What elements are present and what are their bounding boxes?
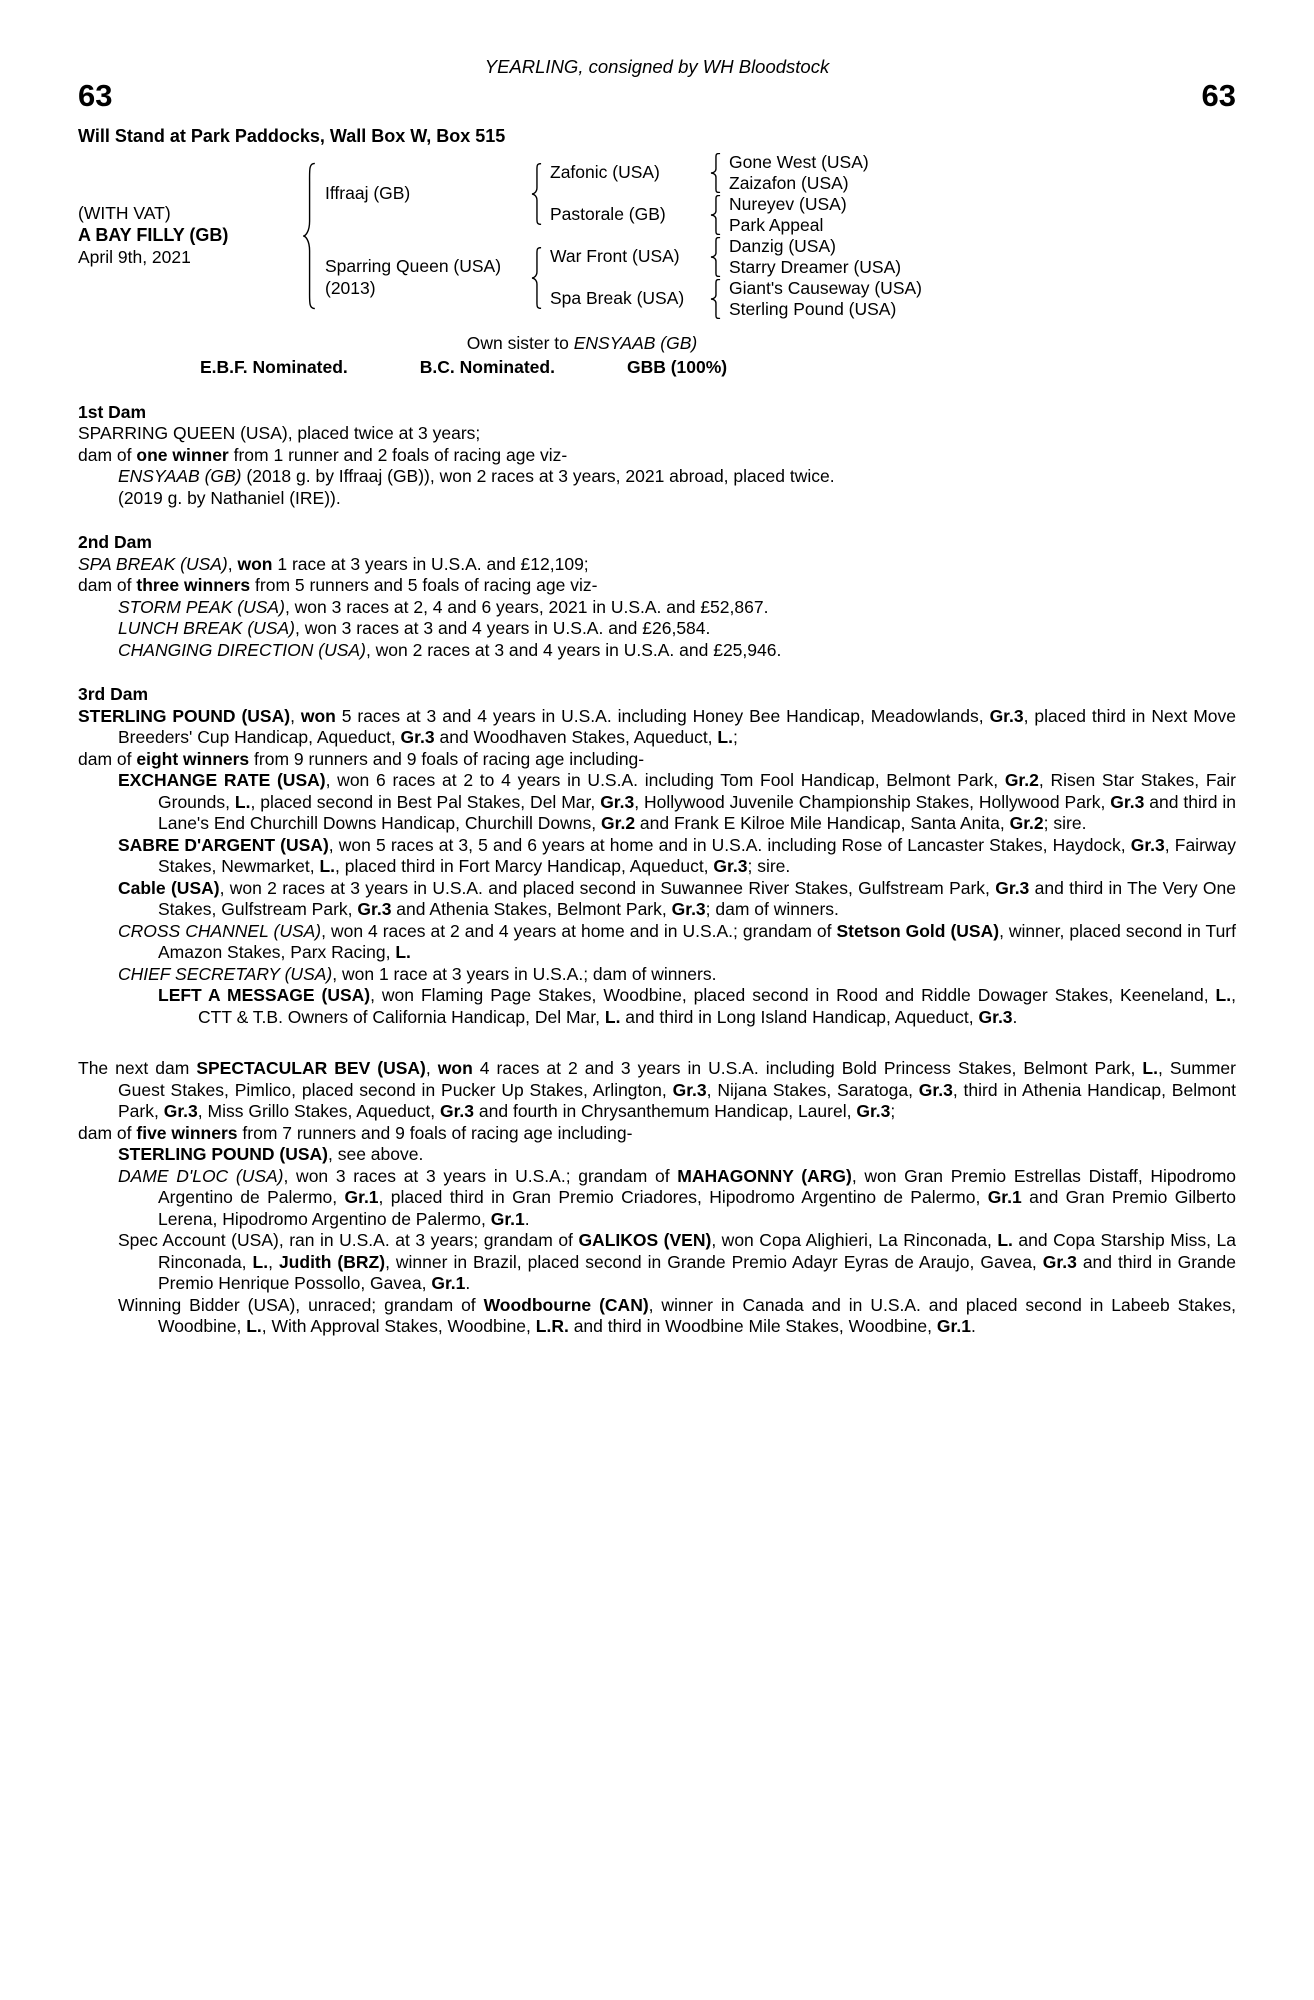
own-sister-line: Own sister to ENSYAAB (GB) bbox=[466, 332, 698, 353]
sire-dam-name: Pastorale (GB) bbox=[550, 203, 666, 224]
sire-dam-branch bbox=[542, 194, 869, 236]
dam-dam-name: Spa Break (USA) bbox=[550, 287, 685, 308]
pedigree-tree bbox=[78, 152, 1236, 320]
sire-sire-branch bbox=[542, 152, 869, 194]
dam-sire-parents bbox=[721, 236, 901, 278]
nominations-line bbox=[200, 357, 1236, 379]
section-heading-3rd-dam: 3rd Dam bbox=[78, 684, 149, 705]
horse-details bbox=[78, 203, 302, 269]
dam-dam-parents bbox=[721, 278, 922, 320]
catalogue-paragraph: STERLING POUND (USA), won 5 races at 3 and 4 years in U.S.A. including Honey Bee Handicap, Meadowlands, Gr.3, placed third in Next Move Breeders' Cup Handicap, Aqueduct, Gr.3 and Woodhaven Stakes, Aqueduct, L.; bbox=[78, 705, 1236, 748]
catalogue-paragraph: The next dam SPECTACULAR BEV (USA), won 4 races at 2 and 3 years in U.S.A. including Bold Princess Stakes, Belmont Park, L., Summer Guest Stakes, Pimlico, placed second in Pucker Up Stakes, Arlington, Gr.3, Nijana Stakes, Saratoga, Gr.3, third in Athenia Handicap, Belmont Park, Gr.3, Miss Grillo Stakes, Aqueduct, Gr.3 and fourth in Chrysanthemum Handicap, Laurel, Gr.3; bbox=[78, 1058, 1237, 1122]
pedigree-brace-icon bbox=[710, 153, 721, 193]
lot-number-row bbox=[78, 77, 1236, 113]
dam-branch bbox=[316, 236, 922, 320]
pedigree-brace-icon bbox=[710, 195, 721, 235]
lot-number-left: 63 bbox=[78, 77, 113, 113]
catalogue-paragraph: CHIEF SECRETARY (USA), won 1 race at 3 years in U.S.A.; dam of winners. bbox=[118, 963, 717, 984]
catalogue-paragraph: STORM PEAK (USA), won 3 races at 2, 4 and 6 years, 2021 in U.S.A. and £52,867. bbox=[118, 596, 769, 617]
catalogue-paragraph: EXCHANGE RATE (USA), won 6 races at 2 to 4 years in U.S.A. including Tom Fool Handicap, Belmont Park, Gr.2, Risen Star Stakes, Fair Grounds, L., placed second in Best Pal Stakes, Del Mar, Gr.3, Hollywood Juvenile Championship Stakes, Hollywood Park, Gr.3 and third in Lane's End Churchill Downs Handicap, Churchill Downs, Gr.2 and Frank E Kilroe Mile Handicap, Santa Anita, Gr.2; sire. bbox=[118, 770, 1236, 834]
sire-dam-sire-name: Nureyev (USA) bbox=[729, 193, 847, 214]
sire-sire-sire-name: Gone West (USA) bbox=[729, 151, 869, 172]
section-1st-dam bbox=[78, 402, 1236, 510]
section-3rd-dam bbox=[78, 684, 1236, 1028]
catalogue-paragraph: dam of eight winners from 9 runners and 9 foals of racing age including- bbox=[78, 748, 645, 769]
dam-name-line2: (2013) bbox=[325, 277, 376, 298]
consignor-line: YEARLING, consigned by WH Bloodstock bbox=[484, 56, 830, 77]
horse-name: A BAY FILLY (GB) bbox=[78, 225, 229, 246]
dam-sire-sire-name: Danzig (USA) bbox=[729, 235, 836, 256]
foal-date: April 9th, 2021 bbox=[78, 246, 191, 267]
gbb-label: GBB (100%) bbox=[626, 357, 728, 378]
catalogue-paragraph: STERLING POUND (USA), see above. bbox=[118, 1144, 424, 1165]
catalogue-paragraph: SPARRING QUEEN (USA), placed twice at 3 years; bbox=[78, 423, 481, 444]
section-next-dam bbox=[78, 1058, 1236, 1338]
section-heading-2nd-dam: 2nd Dam bbox=[78, 532, 152, 553]
catalogue-paragraph: (2019 g. by Nathaniel (IRE)). bbox=[118, 487, 341, 508]
bc-nominated-label: B.C. Nominated. bbox=[419, 357, 555, 378]
catalogue-paragraph: LUNCH BREAK (USA), won 3 races at 3 and 4 years in U.S.A. and £26,584. bbox=[118, 618, 711, 639]
pedigree-generation-1 bbox=[316, 152, 922, 320]
catalogue-paragraph: LEFT A MESSAGE (USA), won Flaming Page Stakes, Woodbine, placed second in Rood and Riddle Dowager Stakes, Keeneland, L., CTT & T.B. Owners of California Handicap, Del Mar, L. and third in Long Island Handicap, Aqueduct, Gr.3. bbox=[158, 985, 1236, 1027]
catalogue-paragraph: Winning Bidder (USA), unraced; grandam of Woodbourne (CAN), winner in Canada and in U.S.A. and placed second in Labeeb Stakes, Woodbine, L., With Approval Stakes, Woodbine, L.R. and third in Woodbine Mile Stakes, Woodbine, Gr.1. bbox=[118, 1294, 1236, 1337]
dam-dam-sire-name: Giant's Causeway (USA) bbox=[729, 277, 922, 298]
sire-grandparents bbox=[542, 152, 869, 236]
sire-branch bbox=[316, 152, 922, 236]
catalogue-paragraph: dam of one winner from 1 runner and 2 foals of racing age viz- bbox=[78, 444, 568, 465]
catalogue-paragraph: SABRE D'ARGENT (USA), won 5 races at 3, 5 and 6 years at home and in U.S.A. including Rose of Lancaster Stakes, Haydock, Gr.3, Fairway Stakes, Newmarket, L., placed third in Fort Marcy Handicap, Aqueduct, Gr.3; sire. bbox=[118, 834, 1237, 877]
dam-sire-branch bbox=[542, 236, 922, 278]
catalogue-paragraph: SPA BREAK (USA), won 1 race at 3 years in U.S.A. and £12,109; bbox=[78, 553, 589, 574]
catalogue-paragraph: dam of five winners from 7 runners and 9 foals of racing age including- bbox=[78, 1122, 633, 1143]
dam-name-line1: Sparring Queen (USA) bbox=[325, 256, 502, 277]
dam-sire-dam-name: Starry Dreamer (USA) bbox=[729, 256, 902, 277]
pedigree-brace-icon bbox=[531, 247, 542, 309]
catalogue-paragraph: Cable (USA), won 2 races at 3 years in U.S.A. and placed second in Suwannee River Stakes, Gulfstream Park, Gr.3 and third in The Very One Stakes, Gulfstream Park, Gr.3 and Athenia Stakes, Belmont Park, Gr.3; dam of winners. bbox=[118, 877, 1236, 920]
dam-sire-name: War Front (USA) bbox=[550, 245, 680, 266]
pedigree-brace-icon bbox=[710, 279, 721, 319]
dam-dam-dam-name: Sterling Pound (USA) bbox=[729, 298, 897, 319]
catalogue-paragraph: CROSS CHANNEL (USA), won 4 races at 2 and 4 years at home and in U.S.A.; grandam of Stetson Gold (USA), winner, placed second in Turf Amazon Stakes, Parx Racing, L. bbox=[118, 920, 1236, 963]
sire-dam-parents bbox=[721, 194, 847, 236]
sire-sire-name: Zafonic (USA) bbox=[550, 161, 660, 182]
dam-grandparents bbox=[542, 236, 922, 320]
dam-name bbox=[316, 256, 531, 299]
sire-name: Iffraaj (GB) bbox=[325, 182, 411, 203]
pedigree-brace-icon bbox=[302, 162, 316, 310]
sire-sire-dam-name: Zaizafon (USA) bbox=[729, 172, 849, 193]
pedigree-brace-icon bbox=[531, 163, 542, 225]
ebf-nominated-label: E.B.F. Nominated. bbox=[200, 357, 348, 378]
section-heading-1st-dam: 1st Dam bbox=[78, 401, 147, 422]
sire-sire-parents bbox=[721, 152, 869, 194]
catalogue-paragraph: ENSYAAB (GB) (2018 g. by Iffraaj (GB)), won 2 races at 3 years, 2021 abroad, placed twice. bbox=[118, 466, 835, 487]
section-2nd-dam bbox=[78, 532, 1236, 661]
catalogue-paragraph: Spec Account (USA), ran in U.S.A. at 3 years; grandam of GALIKOS (VEN), won Copa Alighieri, La Rinconada, L. and Copa Starship Miss, La Rinconada, L., Judith (BRZ), winner in Brazil, placed second in Grande Premio Adayr Eyras de Araujo, Gavea, Gr.3 and third in Grande Premio Henrique Possollo, Gavea, Gr.1. bbox=[118, 1230, 1237, 1294]
catalogue-paragraph: dam of three winners from 5 runners and 5 foals of racing age viz- bbox=[78, 575, 598, 596]
pedigree-brace-icon bbox=[710, 237, 721, 277]
sire-dam-dam-name: Park Appeal bbox=[729, 214, 824, 235]
catalogue-paragraph: DAME D'LOC (USA), won 3 races at 3 years in U.S.A.; grandam of MAHAGONNY (ARG), won Gran Premio Estrellas Distaff, Hipodromo Argentino de Palermo, Gr.1, placed third in Gran Premio Criadores, Hipodromo Argentino de Palermo, Gr.1 and Gran Premio Gilberto Lerena, Hipodromo Argentino de Palermo, Gr.1. bbox=[118, 1165, 1237, 1229]
stand-location-line: Will Stand at Park Paddocks, Wall Box W, Box 515 bbox=[78, 126, 506, 147]
catalogue-paragraph: CHANGING DIRECTION (USA), won 2 races at 3 and 4 years in U.S.A. and £25,946. bbox=[118, 639, 782, 660]
dam-dam-branch bbox=[542, 278, 922, 320]
lot-number-right: 63 bbox=[1201, 77, 1236, 113]
vat-line: (WITH VAT) bbox=[78, 202, 171, 223]
